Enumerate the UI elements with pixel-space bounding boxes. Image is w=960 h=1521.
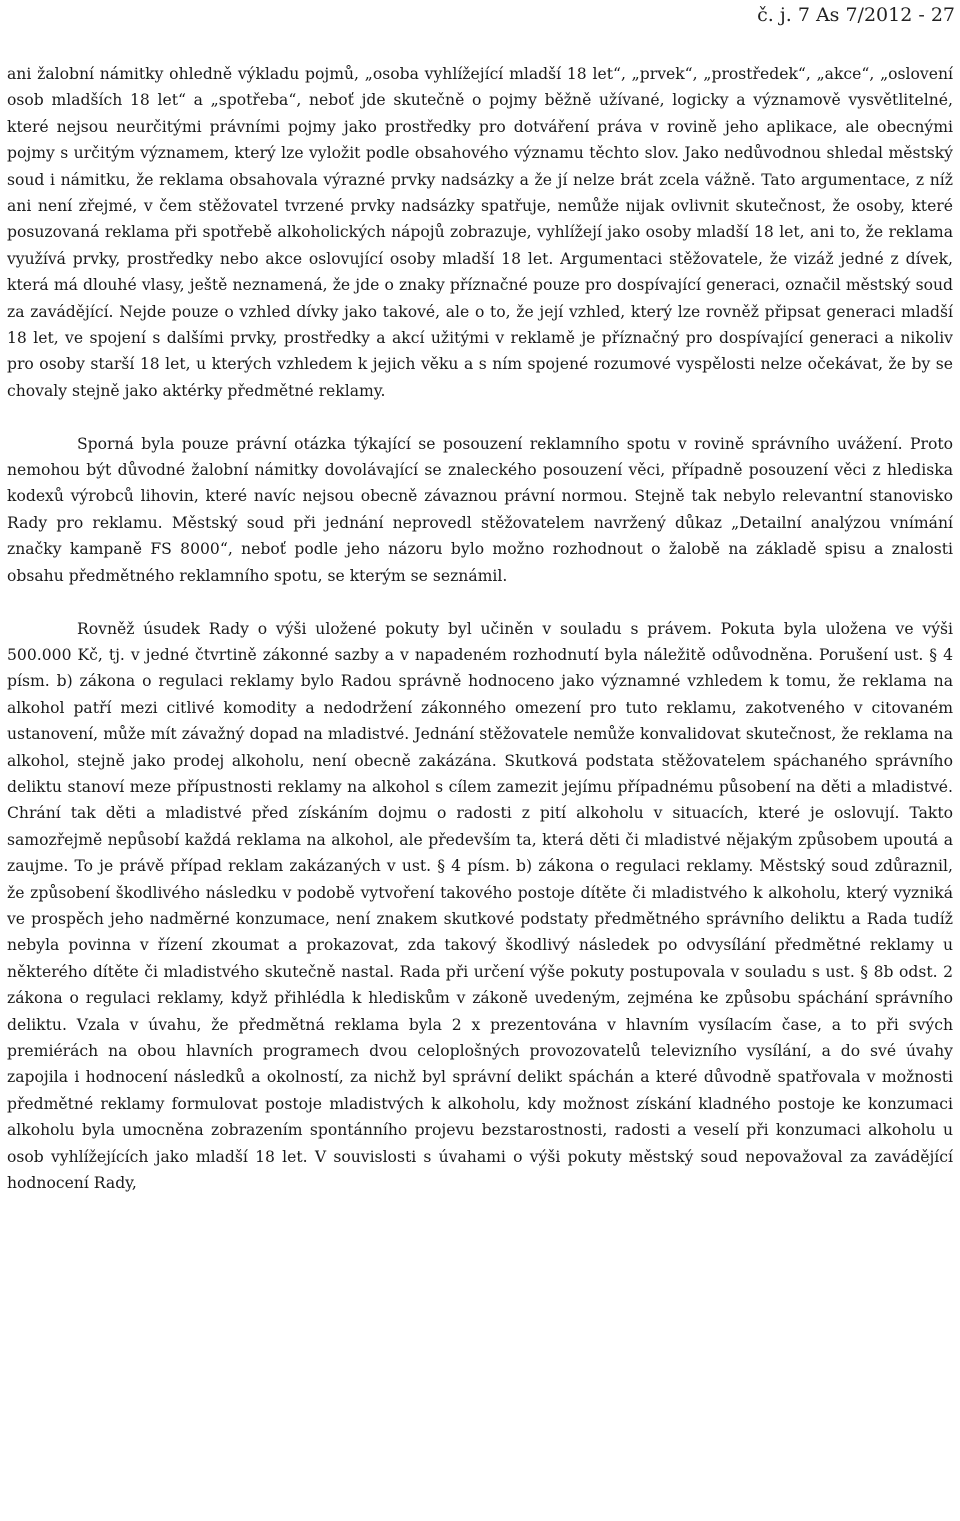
document-body	[7, 61, 953, 1196]
paragraph-continuation: ani žalobní námitky ohledně výkladu pojmů, „osoba vyhlížející mladší 18 let“, „prvek“, „prostředek“, „akce“, „oslovení osob mladších 18 let“ a „spotřeba“, neboť jde skutečně o pojmy běžně užívané, logicky a významově vysvětlitelné, které nejsou neurčitými právními pojmy jako prostředky pro dotváření práva v rovině jeho aplikace, ale obecnými pojmy s určitým významem, který lze vyložit podle obsahového významu těchto slov. Jako nedůvodnou shledal městský soud i námitku, že reklama obsahovala výrazné prvky nadsázky a že jí nelze brát zcela vážně. Tato argumentace, z níž ani není zřejmé, v čem stěžovatel tvrzené prvky nadsázky spatřuje, nemůže nijak ovlivnit skutečnost, že osoby, které posuzovaná reklama při spotřebě alkoholických nápojů zobrazuje, vyhlížejí jako osoby mladší 18 let, ani to, že reklama využívá prvky, prostředky nebo akce oslovující osoby mladší 18 let. Argumentaci stěžovatele, že vizáž jedné z dívek, která má dlouhé vlasy, ještě neznamená, že jde o znaky příznačné pouze pro dospívající generaci, označil městský soud za zavádějící. Nejde pouze o vzhled dívky jako takové, ale o to, že její vzhled, který lze rovněž připsat generaci mladší 18 let, ve spojení s dalšími prvky, prostředky a akcí užitými v reklamě je příznačný pro dospívající generaci a nikoliv pro osoby starší 18 let, u kterých vzhledem k jejich věku a s ním spojené rozumové vyspělosti nelze očekávat, že by se chovaly stejně jako aktérky předmětné reklamy.	[7, 65, 953, 400]
paragraph-fine-assessment: Rovněž úsudek Rady o výši uložené pokuty byl učiněn v souladu s právem. Pokuta byla uložena ve výši 500.000 Kč, tj. v jedné čtvrtině zákonné sazby a v napadeném rozhodnutí byla náležitě odůvodněna. Porušení ust. § 4 písm. b) zákona o regulaci reklamy bylo Radou správně hodnoceno jako významné vzhledem k tomu, že reklama na alkohol patří mezi citlivé komodity a nedodržení zákonného omezení pro tuto reklamu, zakotveného v citovaném ustanovení, může mít závažný dopad na mladistvé. Jednání stěžovatele nemůže konvalidovat skutečnost, že reklama na alkohol, stejně jako prodej alkoholu, není obecně zakázána. Skutková podstata stěžovatelem spáchaného správního deliktu stanoví meze přípustnosti reklamy na alkohol s cílem zamezit jejímu případnému působení na děti a mladistvé. Chrání tak děti a mladistvé před získáním dojmu o radosti z pití alkoholu v situacích, které je oslovují. Takto samozřejmě nepůsobí každá reklama na alkohol, ale především ta, která děti či mladistvé nějakým způsobem upoutá a zaujme. To je právě případ reklam zakázaných v ust. § 4 písm. b) zákona o regulaci reklamy. Městský soud zdůraznil, že způsobení škodlivého následku v podobě vytvoření takového postoje dítěte či mladistvého k alkoholu, který vyzniká ve prospěch jeho nadměrné konzumace, není znakem skutkové podstaty předmětného správního deliktu a Rada tudíž nebyla povinna v řízení zkoumat a prokazovat, zda takový škodlivý následek po odvysílání předmětné reklamy u některého dítěte či mladistvého skutečně nastal. Rada při určení výše pokuty postupovala v souladu s ust. § 8b odst. 2 zákona o regulaci reklamy, když přihlédla k hlediskům v zákoně uvedeným, zejména ke způsobu spáchání správního deliktu. Vzala v úvahu, že předmětná reklama byla 2 x prezentována v hlavním vysílacím čase, a to při svých premiérách na obou hlavních programech dvou celoplošných provozovatelů televizního vysílání, a do své úvahy zapojila i hodnocení následků a okolností, za nichž byl správní delikt spáchán a které důvodně spatřovala v možnosti předmětné reklamy formulovat postoje mladistvých k alkoholu, kdy možnost získání kladného postoje ke konzumaci alkoholu byla umocněna zobrazením spontánního projevu bezstarostnosti, radosti a veselí při konzumaci alkoholu u osob vyhlížejících jako mladší 18 let. V souvislosti s úvahami o výši pokuty městský soud nepovažoval za zavádějící hodnocení Rady,	[7, 619, 953, 1193]
case-number-header: č. j. 7 As 7/2012 - 27	[757, 4, 955, 26]
paragraph-legal-question: Sporná byla pouze právní otázka týkající se posouzení reklamního spotu v rovině správního uvážení. Proto nemohou být důvodné žalobní námitky dovolávající se znaleckého posouzení věci, případně posouzení věci z hlediska kodexů výrobců lihovin, které navíc nejsou obecně závaznou právní normou. Stejně tak nebylo relevantní stanovisko Rady pro reklamu. Městský soud při jednání neprovedl stěžovatelem navržený důkaz „Detailní analýzou vnímání značky kampaně FS 8000“, neboť podle jeho názoru bylo možno rozhodnout o žalobě na základě spisu a znalosti obsahu předmětného reklamního spotu, se kterým se seznámil.	[7, 434, 953, 585]
